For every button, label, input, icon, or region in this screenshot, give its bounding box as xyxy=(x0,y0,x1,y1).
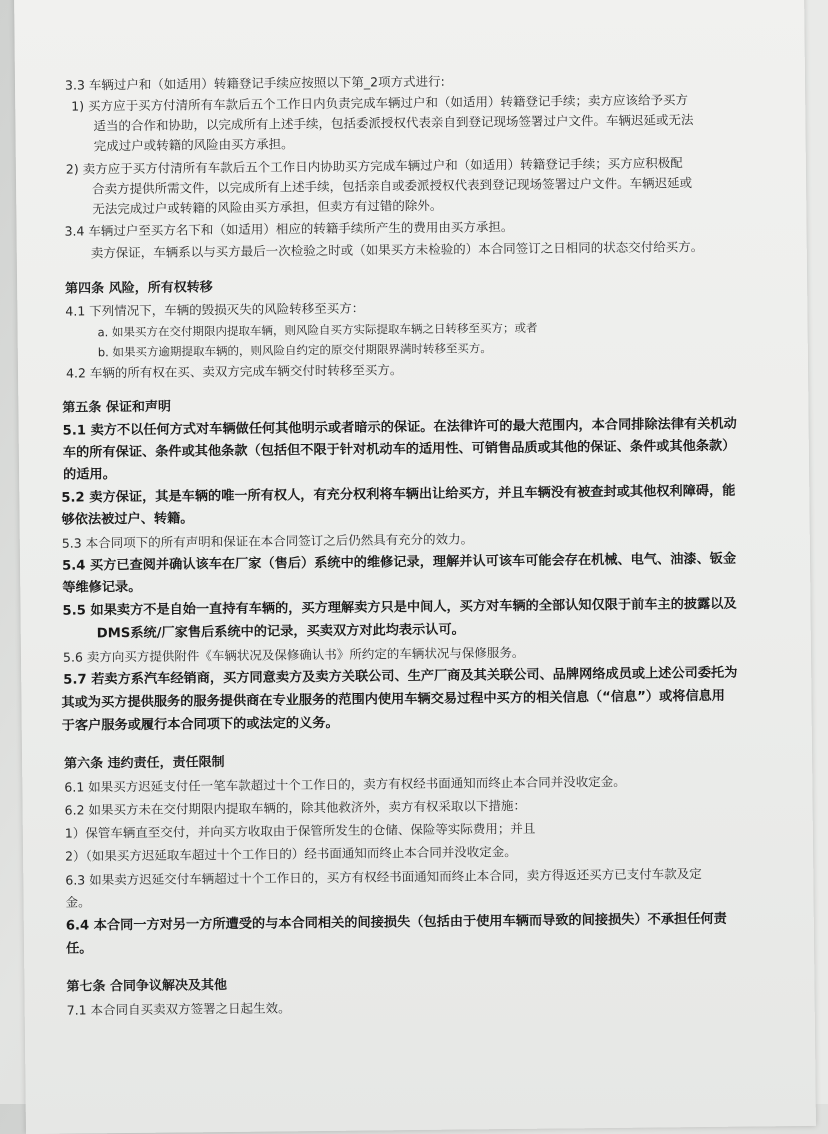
contract-text-line: 7.1 本合同自买卖双方签署之日起生效。 xyxy=(66,1000,291,1018)
contract-text-line: 任。 xyxy=(65,941,93,957)
contract-text-line: 5.2 卖方保证，其是车辆的唯一所有权人，有充分权利将车辆出让给买方，并且车辆没有被查封或其他权利障碍，能 xyxy=(61,483,736,506)
section-heading: 第五条 保证和声明 xyxy=(62,399,171,416)
contract-text-line: a. 如果买方在交付期限内提取车辆，则风险自买方实际提取车辆之日转移至买方；或者 xyxy=(97,320,538,340)
contract-page xyxy=(14,0,816,1134)
contract-text-line: 的适用。 xyxy=(63,467,116,483)
contract-text-line: 3.4 车辆过户至买方名下和（如适用）相应的转籍手续所产生的费用由买方承担。 xyxy=(64,218,514,239)
contract-text-line: 5.3 本合同项下的所有声明和保证在本合同签订之后仍然具有充分的效力。 xyxy=(61,531,474,551)
contract-text-line: 合卖方提供所需文件，以完成所有上述手续，包括亲自或委派授权代表到登记现场签署过户文件。车辆迟延或 xyxy=(92,175,693,197)
contract-text-line: 适当的合作和协助，以完成所有上述手续，包括委派授权代表亲自到登记现场签署过户文件。车辆迟延或无法 xyxy=(93,112,694,134)
contract-text-line: 等维修记录。 xyxy=(62,579,142,596)
contract-text-line: 5.1 卖方不以任何方式对车辆做任何其他明示或者暗示的保证。在法律许可的最大范围内，本合同排除法律有关机动 xyxy=(62,416,737,439)
contract-text-line: 6.2 如果买方未在交付期限内提取车辆的，除其他救济外，卖方有权采取以下措施： xyxy=(64,797,527,818)
contract-text-line: b. 如果买方逾期提取车辆的，则风险自约定的原交付期限界满时转移至买方。 xyxy=(97,341,492,360)
contract-text-line: 完成过户或转籍的风险由买方承担。 xyxy=(93,136,294,154)
contract-text-line: 其或为买方提供服务的服务提供商在专业服务的范围内使用车辆交易过程中买方的相关信息（“信息”）或将信息用 xyxy=(61,688,726,711)
contract-text-line: 5.5 如果卖方不是自始一直持有车辆的，买方理解卖方只是中间人，买方对车辆的全部认知仅限于前车主的披露以及 xyxy=(62,596,737,619)
contract-text-line: 够依法被过户、转籍。 xyxy=(61,511,194,528)
section-heading: 第六条 违约责任，责任限制 xyxy=(64,755,225,772)
contract-text-line: 金。 xyxy=(65,894,91,910)
section-heading: 第七条 合同争议解决及其他 xyxy=(66,977,228,995)
contract-text-line: 2) 卖方应于买方付清所有车款后五个工作日内协助买方完成车辆过户和（如适用）转籍登记手续；买方应积极配 xyxy=(65,155,683,177)
contract-text-line: 于客户服务或履行本合同项下的或法定的义务。 xyxy=(61,715,339,734)
contract-text-line: 6.1 如果买方迟延支付任一笔车款超过十个工作日的，卖方有权经书面通知而终止本合同并没收定金。 xyxy=(64,773,626,795)
contract-text-line: 车的所有保证、条件或其他条款（包括但不限于针对机动车的适用性、可销售品质或其他的保证、条件或其他条款） xyxy=(62,438,736,461)
contract-text-line: 卖方保证，车辆系以与买方最后一次检验之时或（如果买方未检验的）本合同签订之日相同的状态交付给买方。 xyxy=(90,238,704,261)
contract-text-line: 4.1 下列情况下，车辆的毁损灭失的风险转移至买方： xyxy=(65,300,365,319)
contract-text-line: 4.2 车辆的所有权在买、卖双方完成车辆交付时转移至买方。 xyxy=(65,362,403,381)
contract-text-line: 5.4 买方已查阅并确认该车在厂家（售后）系统中的维修记录，理解并认可该车可能会存在机械、电气、油漆、钣金 xyxy=(61,551,737,574)
section-heading: 第四条 风险，所有权转移 xyxy=(65,280,213,297)
contract-text-line: 6.3 如果卖方迟延交付车辆超过十个工作日的，买方有权经书面通知而终止本合同，卖方得返还买方已支付车款及定 xyxy=(65,866,702,888)
contract-text-line: 2）（如果买方迟延取车超过十个工作日的）经书面通知而终止本合同并没收定金。 xyxy=(65,843,517,864)
contract-text-line: 5.6 卖方向买方提供附件《车辆状况及保修确认书》所约定的车辆状况与保修服务。 xyxy=(62,644,525,665)
contract-text-line: 1) 买方应于买方付清所有车款后五个工作日内负责完成车辆过户和（如适用）转籍登记手续；卖方应该给予买方 xyxy=(71,92,689,114)
contract-text-line: 6.4 本合同一方对另一方所遭受的与本合同相关的间接损失（包括由于使用车辆而导致的间接损失）不承担任何责 xyxy=(65,911,727,934)
contract-text-line: DMS系统/厂家售后系统中的记录，买卖双方对此均表示认可。 xyxy=(96,622,465,642)
contract-text-line: 3.3 车辆过户和（如适用）转籍登记手续应按照以下第_2项方式进行: xyxy=(64,73,445,93)
contract-text-line: 5.7 若卖方系汽车经销商，买方同意卖方及卖方关联公司、生产厂商及其关联公司、品牌网络成员或上述公司委托为 xyxy=(63,665,738,688)
contract-text-line: 1）保管车辆直至交付，并向买方收取由于保管所发生的仓储、保险等实际费用；并且 xyxy=(64,820,536,841)
contract-text-line: 无法完成过户或转籍的风险由买方承担，但卖方有过错的除外。 xyxy=(92,197,443,217)
